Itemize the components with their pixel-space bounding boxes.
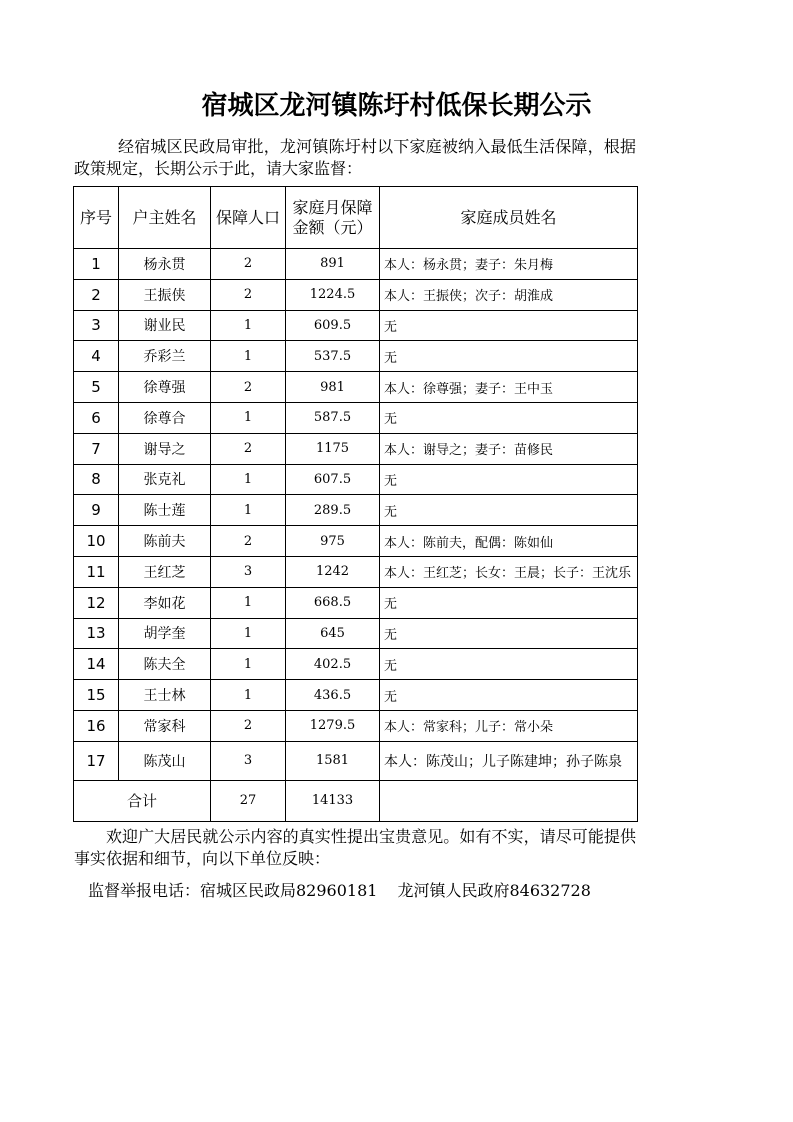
row-head-name: 陈夫全 — [119, 649, 211, 680]
row-no: 15 — [74, 680, 119, 711]
row-no: 9 — [74, 495, 119, 526]
row-no: 12 — [74, 587, 119, 618]
row-head-name: 谢业民 — [119, 310, 211, 341]
row-head-name: 乔彩兰 — [119, 341, 211, 372]
table-row — [74, 649, 638, 680]
table-row — [74, 310, 638, 341]
row-head-name: 谢导之 — [119, 433, 211, 464]
row-amount: 1242 — [286, 556, 380, 587]
row-amount: 975 — [286, 526, 380, 557]
row-members: 无 — [380, 618, 638, 649]
table-row — [74, 587, 638, 618]
header-head-name: 户主姓名 — [119, 187, 211, 249]
header-population: 保障人口 — [211, 187, 286, 249]
row-amount: 668.5 — [286, 587, 380, 618]
row-head-name: 王红芝 — [119, 556, 211, 587]
row-population: 1 — [211, 402, 286, 433]
hotline-civil-affairs: 监督举报电话：宿城区民政局82960181 — [88, 881, 378, 900]
row-members: 无 — [380, 587, 638, 618]
table-row — [74, 372, 638, 403]
row-members: 无 — [380, 464, 638, 495]
row-population: 1 — [211, 618, 286, 649]
table-row — [74, 710, 638, 741]
row-head-name: 陈前夫 — [119, 526, 211, 557]
row-no: 2 — [74, 279, 119, 310]
table-row — [74, 464, 638, 495]
table-row — [74, 341, 638, 372]
row-amount: 289.5 — [286, 495, 380, 526]
row-head-name: 徐尊强 — [119, 372, 211, 403]
row-no: 3 — [74, 310, 119, 341]
row-population: 1 — [211, 649, 286, 680]
table-row — [74, 618, 638, 649]
table-row — [74, 556, 638, 587]
row-no: 14 — [74, 649, 119, 680]
row-no: 11 — [74, 556, 119, 587]
total-members — [380, 780, 638, 821]
row-head-name: 王士林 — [119, 680, 211, 711]
row-amount: 402.5 — [286, 649, 380, 680]
row-members: 本人：杨永贯；妻子：朱月梅 — [380, 249, 638, 280]
row-amount: 587.5 — [286, 402, 380, 433]
row-population: 1 — [211, 495, 286, 526]
row-head-name: 李如花 — [119, 587, 211, 618]
row-no: 4 — [74, 341, 119, 372]
row-members: 本人：王振侠；次子：胡淮成 — [380, 279, 638, 310]
row-amount: 1175 — [286, 433, 380, 464]
row-amount: 645 — [286, 618, 380, 649]
row-head-name: 常家科 — [119, 710, 211, 741]
hotline-line — [88, 880, 591, 902]
hotline-town-government: 龙河镇人民政府84632728 — [397, 881, 591, 900]
row-no: 13 — [74, 618, 119, 649]
outro-paragraph: 欢迎广大居民就公示内容的真实性提出宝贵意见。如有不实，请尽可能提供事实依据和细节，向以下单位反映： — [74, 827, 636, 868]
row-head-name: 王振侠 — [119, 279, 211, 310]
row-amount: 1224.5 — [286, 279, 380, 310]
row-members: 无 — [380, 402, 638, 433]
row-members: 本人：徐尊强；妻子：王中玉 — [380, 372, 638, 403]
intro-paragraph: 经宿城区民政局审批，龙河镇陈圩村以下家庭被纳入最低生活保障，根据政策规定，长期公示于此，请大家监督： — [74, 137, 636, 178]
row-members: 无 — [380, 680, 638, 711]
row-amount: 537.5 — [286, 341, 380, 372]
row-amount: 981 — [286, 372, 380, 403]
table-row — [74, 526, 638, 557]
row-no: 16 — [74, 710, 119, 741]
row-head-name: 徐尊合 — [119, 402, 211, 433]
row-head-name: 陈士莲 — [119, 495, 211, 526]
row-population: 1 — [211, 680, 286, 711]
row-no: 6 — [74, 402, 119, 433]
table-row — [74, 402, 638, 433]
page-title: 宿城区龙河镇陈圩村低保长期公示 — [201, 91, 592, 121]
header-no: 序号 — [74, 187, 119, 249]
row-members: 本人：陈茂山；儿子陈建坤；孙子陈泉 — [380, 741, 638, 780]
row-head-name: 张克礼 — [119, 464, 211, 495]
table-header-row — [74, 187, 638, 249]
row-population: 2 — [211, 249, 286, 280]
row-population: 3 — [211, 741, 286, 780]
row-members: 无 — [380, 310, 638, 341]
row-head-name: 陈茂山 — [119, 741, 211, 780]
row-members: 本人：谢导之；妻子：苗修民 — [380, 433, 638, 464]
table-row — [74, 433, 638, 464]
row-amount: 609.5 — [286, 310, 380, 341]
row-members: 无 — [380, 341, 638, 372]
row-amount: 1581 — [286, 741, 380, 780]
header-amount — [286, 187, 380, 249]
row-amount: 436.5 — [286, 680, 380, 711]
header-amount-line2: 金额（元） — [292, 217, 373, 237]
row-members: 本人：陈前夫，配偶：陈如仙 — [380, 526, 638, 557]
row-members: 本人：王红芝；长女：王晨；长子：王沈乐 — [380, 556, 638, 587]
row-population: 1 — [211, 464, 286, 495]
row-amount: 607.5 — [286, 464, 380, 495]
row-no: 17 — [74, 741, 119, 780]
row-members: 本人：常家科；儿子：常小朵 — [380, 710, 638, 741]
table-row — [74, 741, 638, 780]
total-label: 合计 — [74, 780, 211, 821]
header-members: 家庭成员姓名 — [380, 187, 638, 249]
table-row — [74, 680, 638, 711]
row-amount: 891 — [286, 249, 380, 280]
row-head-name: 杨永贯 — [119, 249, 211, 280]
header-amount-line1: 家庭月保障 — [292, 197, 373, 217]
table-row — [74, 249, 638, 280]
row-population: 2 — [211, 433, 286, 464]
row-population: 1 — [211, 341, 286, 372]
row-no: 1 — [74, 249, 119, 280]
row-population: 2 — [211, 710, 286, 741]
row-no: 10 — [74, 526, 119, 557]
row-amount: 1279.5 — [286, 710, 380, 741]
row-population: 2 — [211, 279, 286, 310]
subsidy-table — [73, 186, 638, 822]
total-row — [74, 780, 638, 821]
table-row — [74, 495, 638, 526]
row-members: 无 — [380, 649, 638, 680]
row-head-name: 胡学奎 — [119, 618, 211, 649]
total-population: 27 — [211, 780, 286, 821]
table-row — [74, 279, 638, 310]
row-no: 7 — [74, 433, 119, 464]
row-population: 2 — [211, 372, 286, 403]
row-population: 1 — [211, 310, 286, 341]
row-no: 8 — [74, 464, 119, 495]
row-no: 5 — [74, 372, 119, 403]
row-population: 3 — [211, 556, 286, 587]
row-population: 2 — [211, 526, 286, 557]
total-amount: 14133 — [286, 780, 380, 821]
row-members: 无 — [380, 495, 638, 526]
row-population: 1 — [211, 587, 286, 618]
